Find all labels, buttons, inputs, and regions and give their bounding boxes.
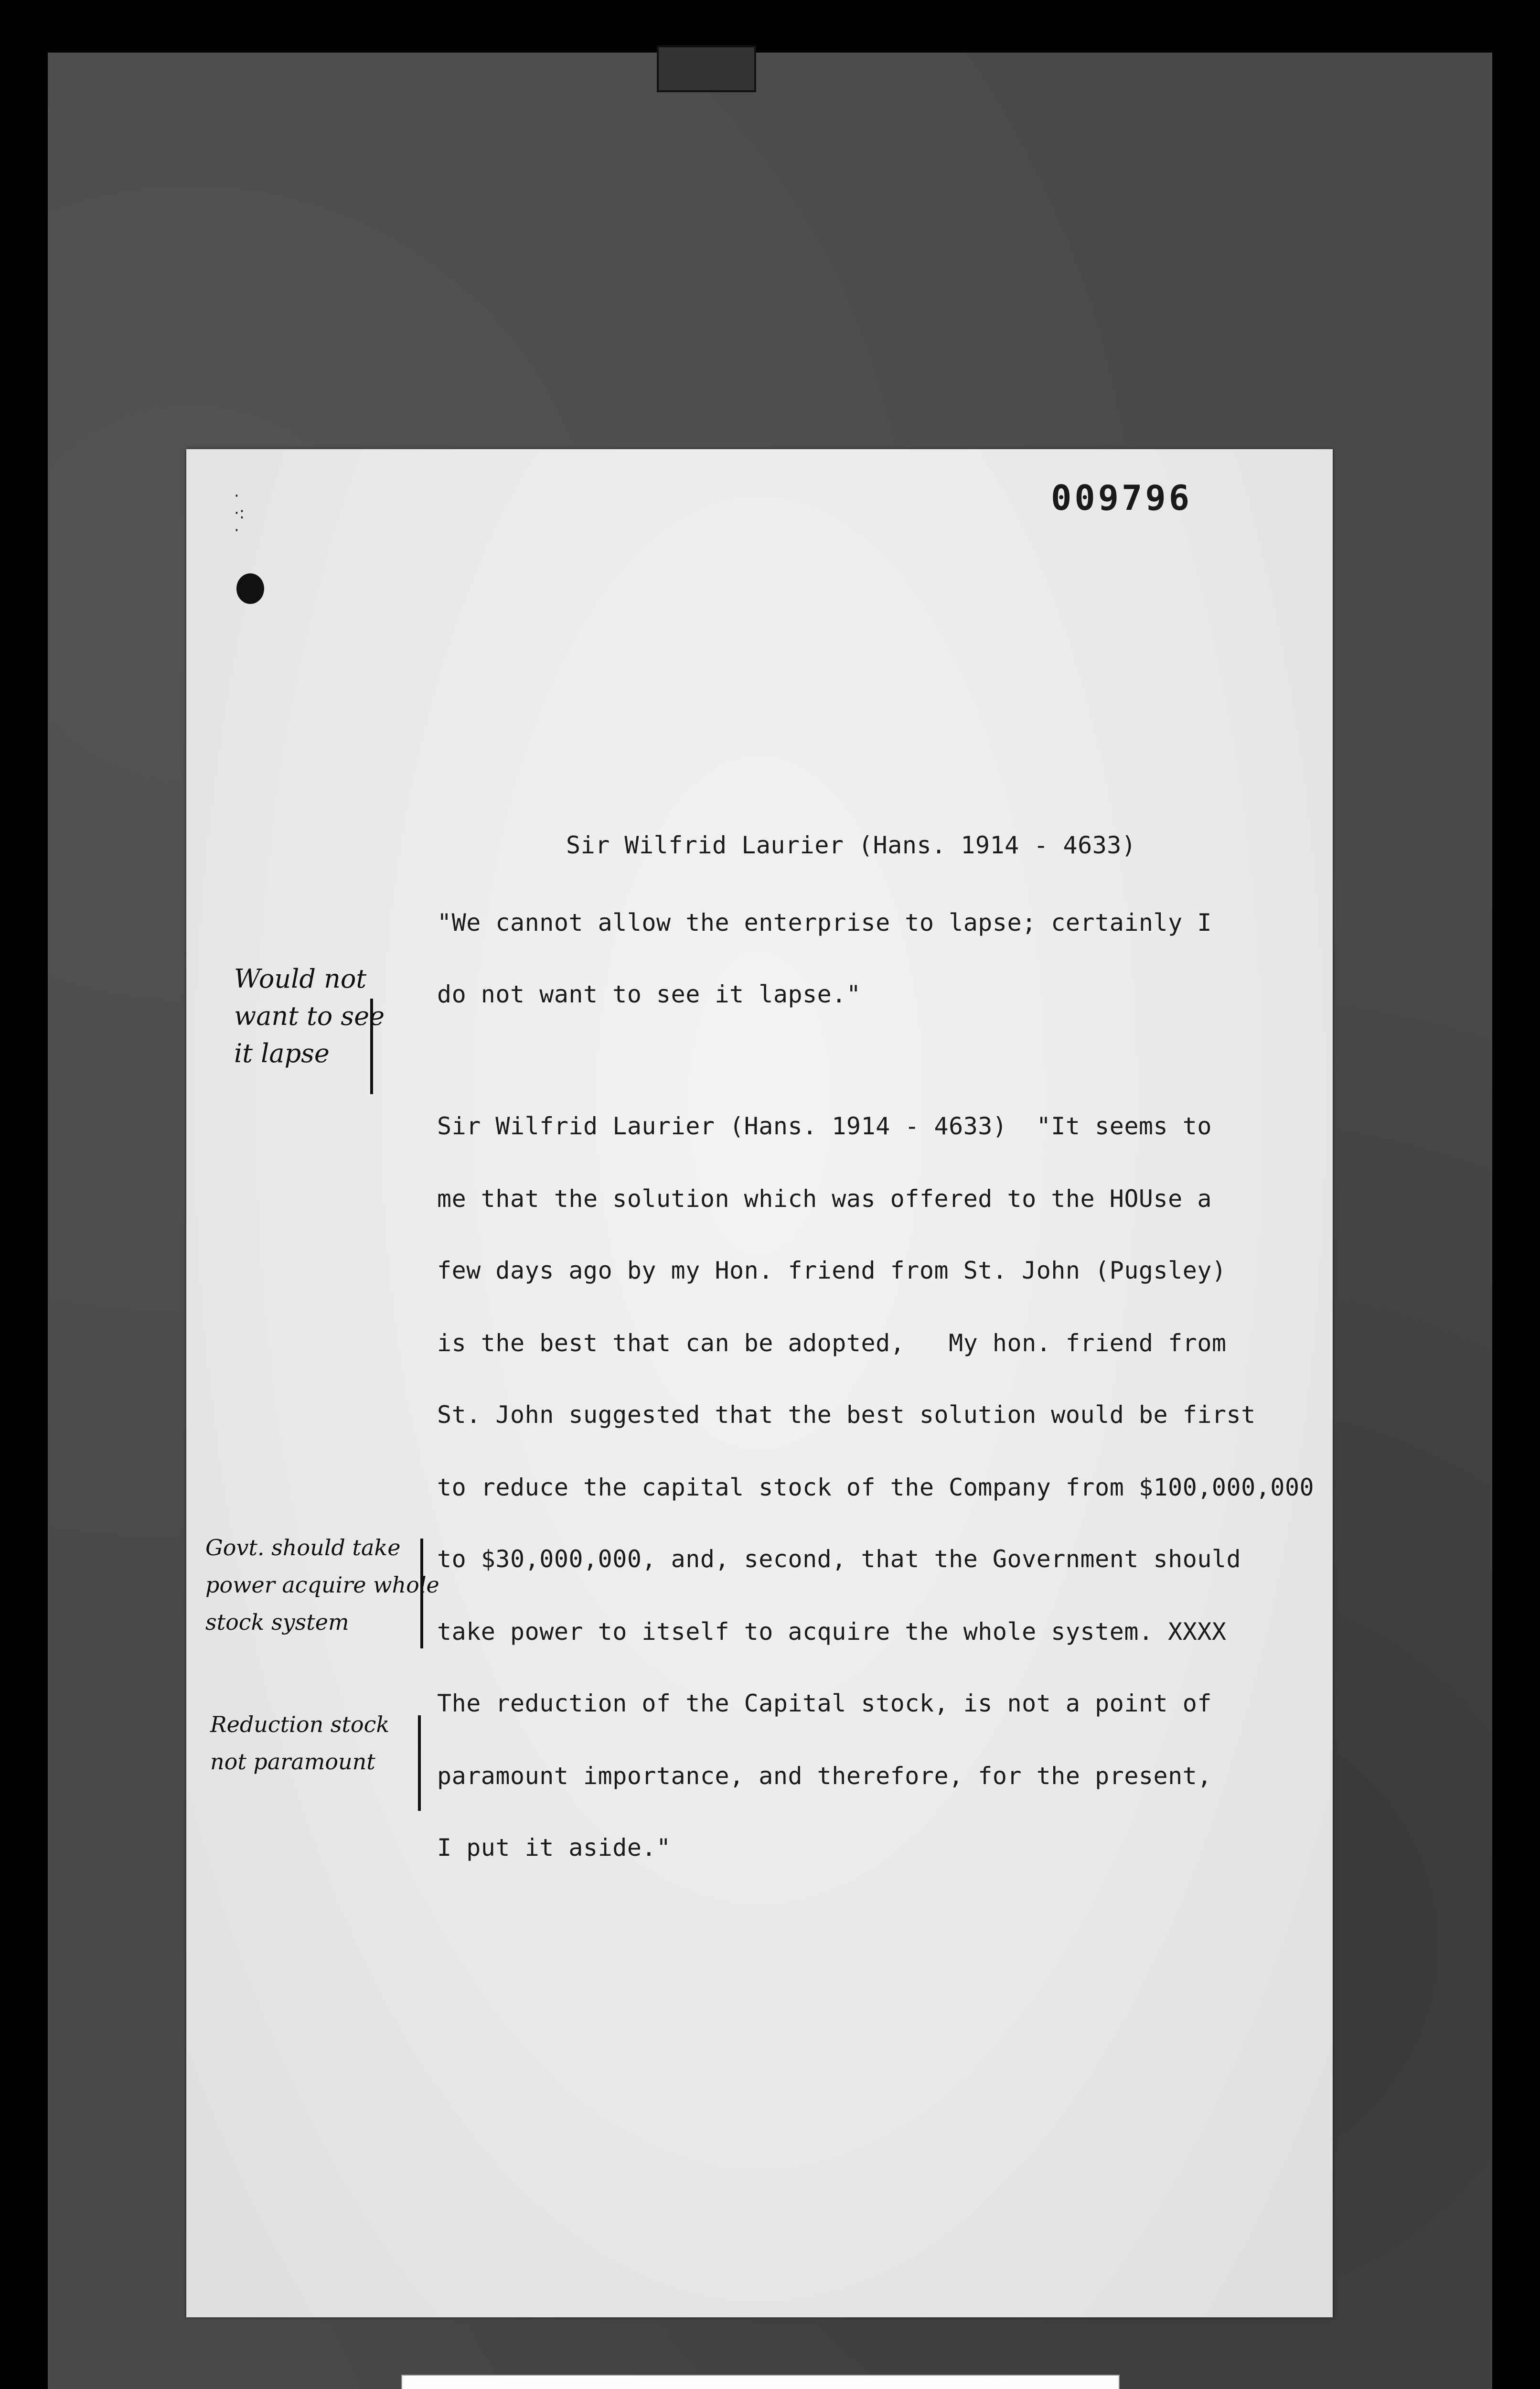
margin-note-3-line2: not paramount bbox=[210, 1749, 375, 1775]
paragraph2-line8: take power to itself to acquire the whole system. XXXX bbox=[437, 1618, 1227, 1646]
paragraph2-line3: few days ago by my Hon. friend from St. John (Pugsley) bbox=[437, 1257, 1227, 1284]
series-label bbox=[401, 2375, 1120, 2389]
punch-hole bbox=[236, 573, 264, 604]
margin-bracket-1 bbox=[370, 999, 373, 1094]
paragraph1-line1: "We cannot allow the enterprise to lapse; certainly I bbox=[437, 909, 1212, 936]
paragraph2-line9: The reduction of the Capital stock, is not a point of bbox=[437, 1690, 1212, 1717]
paragraph2-line6: to reduce the capital stock of the Company from $100,000,000 bbox=[437, 1474, 1315, 1501]
margin-note-2-line2: power acquire whole bbox=[205, 1572, 439, 1598]
document-page bbox=[186, 449, 1333, 2317]
paragraph2-line5: St. John suggested that the best solution would be first bbox=[437, 1401, 1256, 1429]
margin-note-2-line3: stock system bbox=[205, 1609, 349, 1635]
margin-note-1-line3: it lapse bbox=[234, 1038, 330, 1068]
margin-bracket-3 bbox=[418, 1715, 421, 1811]
quote-heading: Sir Wilfrid Laurier (Hans. 1914 - 4633) bbox=[566, 831, 1136, 859]
paragraph2-line4: is the best that can be adopted, My hon. friend from bbox=[437, 1329, 1227, 1357]
paragraph1-line2: do not want to see it lapse." bbox=[437, 980, 861, 1008]
margin-note-1-line2: want to see bbox=[234, 1001, 385, 1031]
paragraph2-line2: me that the solution which was offered to the HOUse a bbox=[437, 1185, 1212, 1213]
paragraph2-line1: Sir Wilfrid Laurier (Hans. 1914 - 4633) "It seems to bbox=[437, 1112, 1212, 1140]
punch-marks: · ·: · bbox=[234, 486, 245, 540]
margin-note-1 bbox=[234, 960, 385, 1072]
paper-clip bbox=[657, 45, 756, 92]
paragraph2-line7: to $30,000,000, and, second, that the Government should bbox=[437, 1545, 1241, 1573]
margin-note-3-line1: Reduction stock bbox=[210, 1711, 390, 1737]
margin-note-1-line1: Would not bbox=[234, 964, 367, 994]
margin-note-2 bbox=[205, 1529, 439, 1641]
margin-bracket-2 bbox=[420, 1539, 423, 1648]
margin-note-3 bbox=[210, 1706, 389, 1780]
document-number: 009796 bbox=[1051, 478, 1193, 518]
margin-note-2-line1: Govt. should take bbox=[205, 1535, 401, 1560]
paragraph2-line11: I put it aside." bbox=[437, 1834, 671, 1862]
paragraph2-line10: paramount importance, and therefore, for the present, bbox=[437, 1762, 1212, 1790]
